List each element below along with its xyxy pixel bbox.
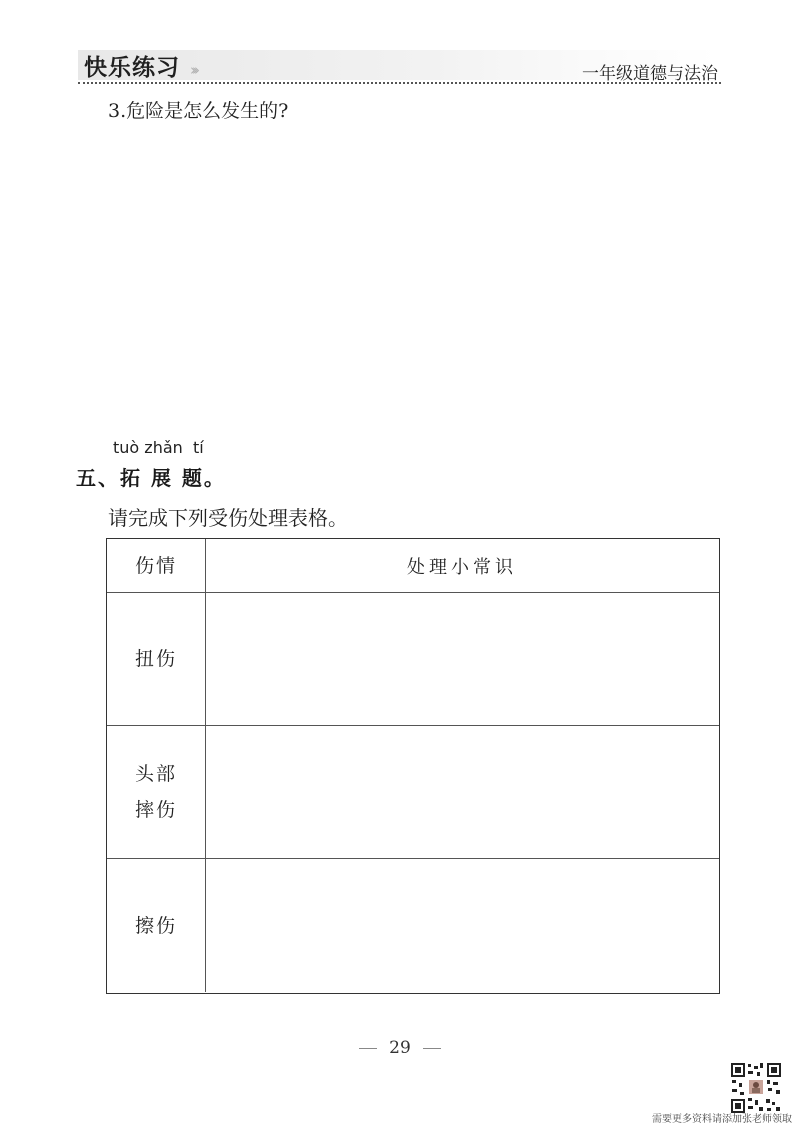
footer-note: 需要更多资料请添加张老师领取 bbox=[652, 1114, 792, 1125]
tips-input-cell[interactable] bbox=[205, 859, 719, 992]
section-pinyin: tuò zhǎn tí bbox=[113, 438, 204, 457]
subject-label: 一年级道德与法治 bbox=[582, 64, 718, 84]
page-number-value: 29 bbox=[389, 1038, 411, 1058]
injury-cell: 头部 摔伤 bbox=[107, 726, 206, 858]
dash-left bbox=[359, 1048, 377, 1049]
page-number bbox=[0, 1038, 800, 1058]
injury-cell: 擦伤 bbox=[107, 859, 206, 992]
table-row bbox=[107, 726, 719, 859]
header-tips: 处理小常识 bbox=[407, 556, 517, 578]
question-3: 3.危险是怎么发生的? bbox=[108, 100, 289, 122]
tips-input-cell[interactable] bbox=[205, 726, 719, 858]
section-title: 五、拓 展 题。 bbox=[76, 466, 226, 490]
header-injury: 伤情 bbox=[107, 539, 206, 592]
chevron-right-icon: ››› bbox=[190, 61, 196, 79]
table-row bbox=[107, 593, 719, 726]
tips-input-cell[interactable] bbox=[205, 593, 719, 725]
dash-right bbox=[423, 1048, 441, 1049]
answer-area[interactable] bbox=[108, 130, 718, 430]
table-row bbox=[107, 859, 719, 992]
table-header-row bbox=[107, 539, 719, 593]
injury-table bbox=[106, 538, 720, 994]
qr-code-icon bbox=[730, 1062, 782, 1114]
book-title: 快乐练习 bbox=[84, 55, 180, 81]
injury-cell: 扭伤 bbox=[107, 593, 206, 725]
section-instruction: 请完成下列受伤处理表格。 bbox=[108, 506, 348, 530]
header-divider bbox=[78, 82, 721, 84]
